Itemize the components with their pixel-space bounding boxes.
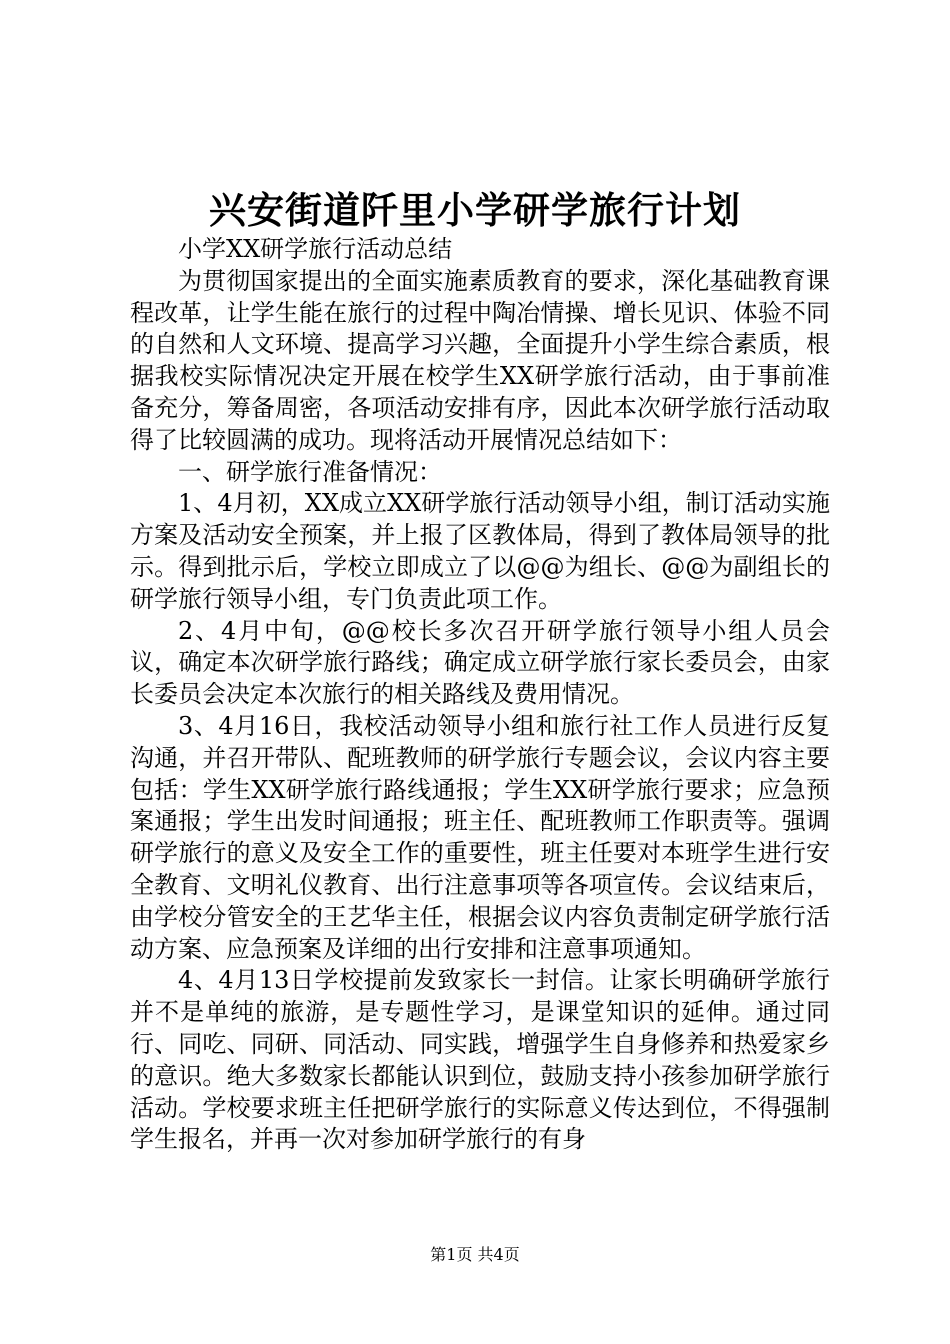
section-heading-preparation: 一、研学旅行准备情况：: [178, 457, 442, 486]
paragraph-subtitle: 小学XX研学旅行活动总结: [178, 235, 453, 263]
document-body: [130, 234, 830, 1156]
paragraph-item-3: 3、4月16日，我校活动领导小组和旅行社工作人员进行反复沟通，并召开带队、配班教师的研学旅行专题会议，会议内容主要包括：学生XX研学旅行路线通报；学生XX研学旅行要求；应急预案通报；学生出发时间通报；班主任、配班教师工作职责等。强调研学旅行的意义及安全工作的重要性，班主任要对本班学生进行安全教育、文明礼仪教育、出行注意事项等各项宣传。会议结束后，由学校分管安全的王艺华主任，根据会议内容负责制定研学旅行活动方案、应急预案及详细的出行安排和注意事项通知。: [130, 711, 830, 963]
page-footer: 第1页 共4页: [430, 1245, 520, 1264]
paragraph-intro: 为贯彻国家提出的全面实施素质教育的要求，深化基础教育课程改革，让学生能在旅行的过程中陶冶情操、增长见识、体验不同的自然和人文环境、提高学习兴趣，全面提升小学生综合素质，根据我校实际情况决定开展在校学生XX研学旅行活动，由于事前准备充分，筹备周密，各项活动安排有序，因此本次研学旅行活动取得了比较圆满的成功。现将活动开展情况总结如下：: [130, 266, 830, 454]
paragraph-item-4: 4、4月13日学校提前发致家长一封信。让家长明确研学旅行并不是单纯的旅游，是专题性学习，是课堂知识的延伸。通过同行、同吃、同研、同活动、同实践，增强学生自身修养和热爱家乡的意识。绝大多数家长都能认识到位，鼓励支持小孩参加研学旅行活动。学校要求班主任把研学旅行的实际意义传达到位，不得强制学生报名，并再一次对参加研学旅行的有身: [130, 966, 830, 1154]
paragraph-item-2: 2、4月中旬，@@校长多次召开研学旅行领导小组人员会议，确定本次研学旅行路线；确定成立研学旅行家长委员会，由家长委员会决定本次旅行的相关路线及费用情况。: [130, 616, 830, 709]
paragraph-item-1: 1、4月初，XX成立XX研学旅行活动领导小组，制订活动实施方案及活动安全预案，并上报了区教体局，得到了教体局领导的批示。得到批示后，学校立即成立了以@@为组长、@@为副组长的研学旅行领导小组，专门负责此项工作。: [130, 489, 830, 613]
document-title: 兴安街道阡里小学研学旅行计划: [209, 188, 741, 232]
